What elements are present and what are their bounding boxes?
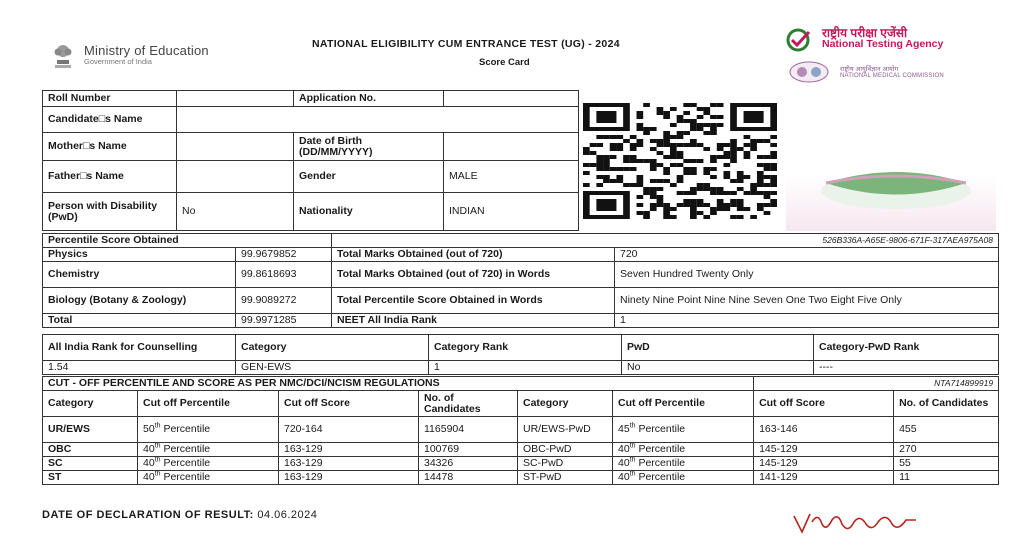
nmc-english-name: NATIONAL MEDICAL COMMISSION <box>840 73 944 79</box>
percentile-words-value: Ninety Nine Point Nine Nine Seven One Two Eight Five Only <box>615 288 999 314</box>
air-value: 1 <box>615 314 999 328</box>
percentile-biology: 99.9089272 <box>236 288 332 314</box>
roll-number-label: Roll Number <box>43 91 177 107</box>
photo-placeholder-icon <box>786 91 996 231</box>
subject-total: Total <box>43 314 236 328</box>
cutoff-pwd-score: 145-129 <box>754 443 894 457</box>
reference-id: 526B336A-A65E-9806-671F-317AEA975A08 <box>332 234 999 248</box>
rank-pwd-label: PwD <box>622 335 814 361</box>
cutoff-pwd-score: 163-146 <box>754 417 894 443</box>
percentile-header: Percentile Score Obtained <box>43 234 332 248</box>
cutoff-header: Cut off Score <box>754 391 894 417</box>
nta-logo-icon <box>786 26 820 54</box>
total-marks-label: Total Marks Obtained (out of 720) <box>332 248 615 262</box>
cutoff-pwd-percentile: 40th Percentile <box>613 471 754 485</box>
cutoff-header: Cut off Percentile <box>613 391 754 417</box>
cutoff-pwd-category: SC-PwD <box>518 457 613 471</box>
air-counselling-value: 1.54 <box>43 361 236 375</box>
cutoff-pwd-score: 141-129 <box>754 471 894 485</box>
dob-value <box>444 133 579 161</box>
air-label: NEET All India Rank <box>332 314 615 328</box>
scorecard-label: Score Card <box>479 57 530 68</box>
percentile-words-label: Total Percentile Score Obtained in Words <box>332 288 615 314</box>
cutoff-score: 163-129 <box>279 457 419 471</box>
category-pwd-rank-label: Category-PwD Rank <box>814 335 999 361</box>
cutoff-pwd-category: ST-PwD <box>518 471 613 485</box>
cutoff-header: No. of Candidates <box>419 391 518 417</box>
candidate-details-table <box>42 90 579 231</box>
cutoff-pwd-candidates: 55 <box>894 457 999 471</box>
declaration-date: 04.06.2024 <box>257 509 318 521</box>
total-marks-value: 720 <box>615 248 999 262</box>
subject-physics: Physics <box>43 248 236 262</box>
subject-biology: Biology (Botany & Zoology) <box>43 288 236 314</box>
percentile-total: 99.9971285 <box>236 314 332 328</box>
candidate-name-value <box>177 107 579 133</box>
cutoff-score: 163-129 <box>279 443 419 457</box>
cutoff-candidates: 14478 <box>419 471 518 485</box>
nationality-value: INDIAN <box>444 193 579 231</box>
table-row <box>43 471 999 485</box>
cutoff-percentile: 40th Percentile <box>138 471 279 485</box>
exam-title: NATIONAL ELIGIBILITY CUM ENTRANCE TEST (UG) - 2024 <box>312 38 620 50</box>
candidate-photo <box>786 91 996 231</box>
percentile-chemistry: 99.8618693 <box>236 262 332 288</box>
cutoff-pwd-candidates: 270 <box>894 443 999 457</box>
pwd-value: No <box>177 193 294 231</box>
nationality-label: Nationality <box>294 193 444 231</box>
cutoff-pwd-category: UR/EWS-PwD <box>518 417 613 443</box>
roll-number-value <box>177 91 294 107</box>
total-marks-words-label: Total Marks Obtained (out of 720) in Words <box>332 262 615 288</box>
ministry-title: Ministry of Education <box>84 43 209 58</box>
percentile-physics: 99.9679852 <box>236 248 332 262</box>
cutoff-table <box>42 376 999 485</box>
application-no-label: Application No. <box>294 91 444 107</box>
cutoff-percentile: 50th Percentile <box>138 417 279 443</box>
mother-name-value <box>177 133 294 161</box>
cutoff-percentile: 40th Percentile <box>138 443 279 457</box>
subject-chemistry: Chemistry <box>43 262 236 288</box>
qr-code <box>583 103 777 219</box>
table-row <box>43 417 999 443</box>
cutoff-category: UR/EWS <box>43 417 138 443</box>
cutoff-pwd-percentile: 45th Percentile <box>613 417 754 443</box>
nta-hindi-name: राष्ट्रीय परीक्षा एजेंसी <box>822 26 908 40</box>
cutoff-category: SC <box>43 457 138 471</box>
cutoff-pwd-category: OBC-PwD <box>518 443 613 457</box>
application-no-value <box>444 91 579 107</box>
cutoff-candidates: 100769 <box>419 443 518 457</box>
cutoff-pwd-score: 145-129 <box>754 457 894 471</box>
category-rank-label: Category Rank <box>429 335 622 361</box>
gender-label: Gender <box>294 161 444 193</box>
category-rank-value: 1 <box>429 361 622 375</box>
total-marks-words-value: Seven Hundred Twenty Only <box>615 262 999 288</box>
category-label: Category <box>236 335 429 361</box>
father-name-value <box>177 161 294 193</box>
cutoff-score: 163-129 <box>279 471 419 485</box>
table-row <box>43 443 999 457</box>
category-pwd-rank-value: ---- <box>814 361 999 375</box>
ministry-subtitle: Government of India <box>84 57 152 66</box>
cutoff-header: Cut off Score <box>279 391 419 417</box>
cutoff-header: Category <box>518 391 613 417</box>
candidate-name-label: Candidate□s Name <box>43 107 177 133</box>
father-name-label: Father□s Name <box>43 161 177 193</box>
signature-image <box>790 508 940 536</box>
cutoff-percentile: 40th Percentile <box>138 457 279 471</box>
cutoff-candidates: 1165904 <box>419 417 518 443</box>
declaration-line <box>42 509 317 521</box>
cutoff-heading: CUT - OFF PERCENTILE AND SCORE AS PER NMC/DCI/NCISM REGULATIONS <box>43 377 754 391</box>
mother-name-label: Mother□s Name <box>43 133 177 161</box>
cutoff-score: 720-164 <box>279 417 419 443</box>
gender-value: MALE <box>444 161 579 193</box>
table-row <box>43 457 999 471</box>
pwd-label: Person with Disability (PwD) <box>43 193 177 231</box>
national-emblem-icon <box>50 40 76 70</box>
nta-english-name: National Testing Agency <box>822 38 944 50</box>
cutoff-header: No. of Candidates <box>894 391 999 417</box>
cutoff-pwd-percentile: 40th Percentile <box>613 457 754 471</box>
cutoff-header: Cut off Percentile <box>138 391 279 417</box>
cutoff-pwd-percentile: 40th Percentile <box>613 443 754 457</box>
cutoff-pwd-candidates: 11 <box>894 471 999 485</box>
dob-label: Date of Birth (DD/MM/YYYY) <box>294 133 444 161</box>
cutoff-header: Category <box>43 391 138 417</box>
cutoff-candidates: 34326 <box>419 457 518 471</box>
nmc-hindi-name: राष्ट्रीय आयुर्विज्ञान आयोग <box>840 66 899 73</box>
declaration-label: DATE OF DECLARATION OF RESULT: <box>42 509 254 521</box>
rank-table <box>42 334 999 375</box>
scores-table <box>42 233 999 328</box>
cutoff-category: ST <box>43 471 138 485</box>
nmc-logo-icon <box>788 61 830 83</box>
cutoff-reference: NTA714899919 <box>754 377 999 391</box>
category-value: GEN-EWS <box>236 361 429 375</box>
cutoff-category: OBC <box>43 443 138 457</box>
cutoff-pwd-candidates: 455 <box>894 417 999 443</box>
air-counselling-label: All India Rank for Counselling <box>43 335 236 361</box>
rank-pwd-value: No <box>622 361 814 375</box>
